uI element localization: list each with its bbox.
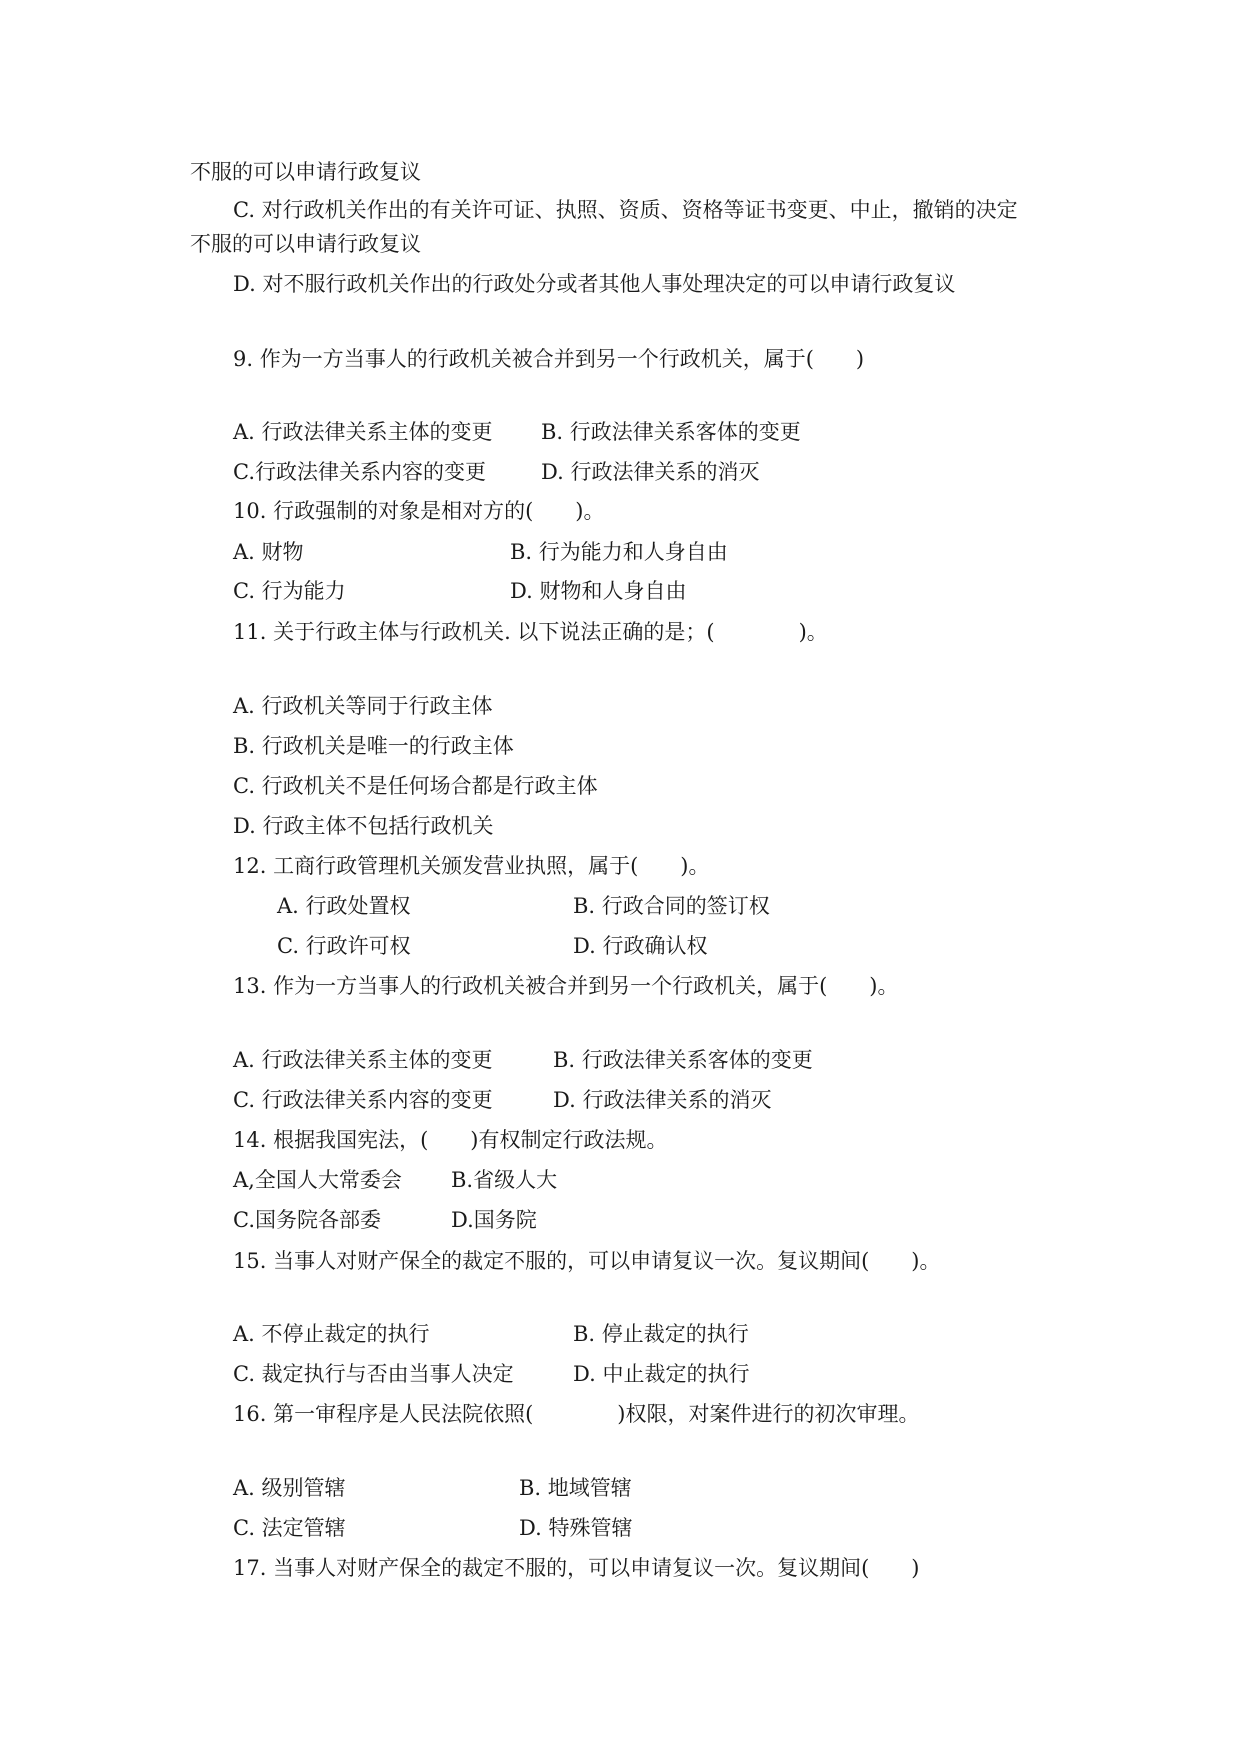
question-stem: 13. 作为一方当事人的行政机关被合并到另一个行政机关，属于( )。: [233, 974, 899, 998]
option-b: B. 停止裁定的执行: [573, 1322, 749, 1346]
option-d: D.国务院: [451, 1208, 537, 1232]
option-b: B. 行为能力和人身自由: [510, 540, 728, 564]
option-wrap-text: 不服的可以申请行政复议: [190, 160, 421, 184]
option-d: D. 中止裁定的执行: [573, 1362, 750, 1386]
question-stem: 15. 当事人对财产保全的裁定不服的，可以申请复议一次。复议期间( )。: [233, 1249, 941, 1273]
option-c: C.国务院各部委: [233, 1208, 381, 1232]
option-c: C. 对行政机关作出的有关许可证、执照、资质、资格等证书变更、中止，撤销的决定: [233, 198, 1018, 222]
question-stem: 9. 作为一方当事人的行政机关被合并到另一个行政机关，属于( ): [233, 347, 865, 371]
option-d: D. 财物和人身自由: [510, 579, 687, 603]
option-a: A. 行政法律关系主体的变更: [233, 420, 493, 444]
option-b: B. 行政机关是唯一的行政主体: [233, 734, 514, 758]
option-c: C. 行政法律关系内容的变更: [233, 1088, 493, 1112]
option-a: A. 级别管辖: [233, 1476, 346, 1500]
option-d: D. 对不服行政机关作出的行政处分或者其他人事处理决定的可以申请行政复议: [233, 272, 956, 296]
question-stem: 11. 关于行政主体与行政机关. 以下说法正确的是；( )。: [233, 620, 828, 644]
option-c: C. 法定管辖: [233, 1516, 346, 1540]
option-d: D. 行政主体不包括行政机关: [233, 814, 494, 838]
option-b: B. 行政法律关系客体的变更: [553, 1048, 813, 1072]
question-stem: 16. 第一审程序是人民法院依照( )权限，对案件进行的初次审理。: [233, 1402, 920, 1426]
option-d: D. 行政法律关系的消灭: [553, 1088, 772, 1112]
option-c: C. 裁定执行与否由当事人决定: [233, 1362, 514, 1386]
option-b: B.省级人大: [451, 1168, 558, 1192]
question-stem: 17. 当事人对财产保全的裁定不服的，可以申请复议一次。复议期间( ): [233, 1556, 920, 1580]
option-c: C. 行为能力: [233, 579, 346, 603]
option-b: B. 行政法律关系客体的变更: [541, 420, 801, 444]
option-b: B. 行政合同的签订权: [573, 894, 770, 918]
option-d: D. 行政确认权: [573, 934, 708, 958]
option-a: A. 财物: [233, 540, 304, 564]
option-a: A. 不停止裁定的执行: [233, 1322, 430, 1346]
option-a: A. 行政机关等同于行政主体: [233, 694, 493, 718]
option-c: C. 行政机关不是任何场合都是行政主体: [233, 774, 598, 798]
option-c: C. 行政许可权: [277, 934, 411, 958]
question-stem: 12. 工商行政管理机关颁发营业执照，属于( )。: [233, 854, 710, 878]
option-wrap-text: 不服的可以申请行政复议: [190, 232, 421, 256]
question-stem: 14. 根据我国宪法，( )有权制定行政法规。: [233, 1128, 668, 1152]
option-a: A. 行政处置权: [277, 894, 411, 918]
option-d: D. 行政法律关系的消灭: [541, 460, 760, 484]
option-a: A. 行政法律关系主体的变更: [233, 1048, 493, 1072]
option-a: A,全国人大常委会: [233, 1168, 402, 1192]
question-stem: 10. 行政强制的对象是相对方的( )。: [233, 499, 605, 523]
option-b: B. 地域管辖: [519, 1476, 632, 1500]
option-d: D. 特殊管辖: [519, 1516, 633, 1540]
option-c: C.行政法律关系内容的变更: [233, 460, 486, 484]
